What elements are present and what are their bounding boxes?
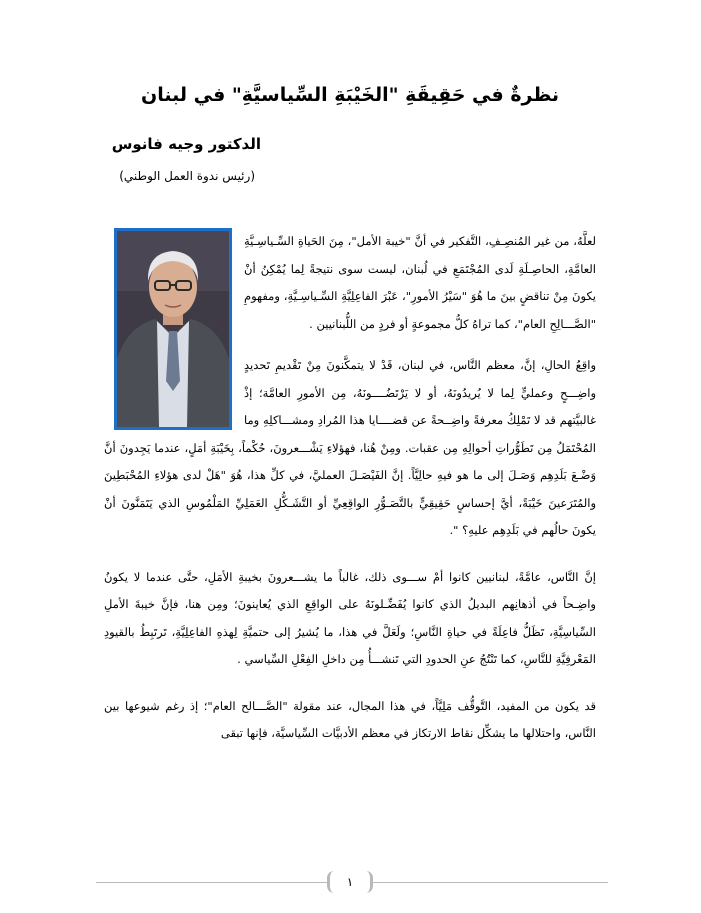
paragraph-4: قد يكون من المفيد، التَّوقُّف مَلِيَّاً، في هذا المجال، عند مقولة "الصَّـــالح العام"؛ إذ رغم شيوعها بين النَّاس، واحتلالها ما يشكِّل نقاط الارتكاز في معظم الأدبيَّات السِّياسيَّة، فإنها تبقى (104, 698, 596, 740)
article-body (104, 228, 596, 762)
paragraph-1: لعلَّهُ، من غير المُنصِـفِ، التَّفكير في أنَّ "خيبة الأمل"، مِنَ الحَياةِ السِّـياسِـيَّةِ العامَّةِ، الحاصِـلَةِ لَدى المُجْتَمَعِ في لُبنان، ليست سوى نتيجةً لِما يُمْكِنُ أنْ يكونَ مِنْ تناقضٍ بينَ ما هُوَ "سَيْرُ الأمورِ"، عَبْرَ الفاعِلِيَّةِ السِّـياسِـيَّةِ، ومفهومِ "الصَّـــالِحِ العام"، كما تراهُ كلُّ مجموعةٍ أو فردٍ من اللُّبنانيين . (244, 234, 596, 331)
paragraph-2: واقِعُ الحالِ، إنَّ، معظم النَّاس، في لبنان، قَدْ لا يتمكَّنونَ مِنْ تَقْديمِ تَحديدٍ واضِـــحٍ وعمليٍّ لِما لا يُريدُونَهُ، أو لا يَرْتَضُــــونَهُ، مِن الأمورِ العامَّة؛ إذْ غالبيَّتهم قد لا تَمْلِكُ معرفةً واضِــحةً عن قضــــايا هذا المُرادِ ومشـــاكلِهِ وما المُحْتَمَلُ مِن تَطَوُّراتِ أحوالِهِ مِن عقبات. ومِنْ هُنا، فهؤلاءِ يَشْـــعرونَ، حُكْماً، بِخَيْبَةِ أمَلٍ، عندما يَجِدونَ أنَّ وَضْـعَ بَلَدِهِم وَصَـلَ إلى ما هو فيهِ حالِيَّاً. إنَّ الفَيْصَـلَ العمليَّ، في كلِّ هذا، هُوَ "هَلْ لدى هؤلاءِ المُحْبَطِينَ والمُتَرَعينَ خَيْبَةً، أيَّ إحساسٍ حَقِيقِيٍّ بالتَّصَـوُّرِ الواقِعِيِّ أو التَّشَـكُّلِ العَمَلِيِّ المَلْمُوسِ الذي يَتَمَنَّونَ أنْ يكونَ حالُهم في بَلَدِهِم عليهِ؟ ". (104, 358, 596, 537)
author-affiliation: (رئيس ندوة العمل الوطني) (119, 169, 255, 183)
author-name: الدكتور وجيه فانوس (111, 135, 261, 153)
article-title: نظرةٌ في حَقِيقَةِ "الخَيْبَةِ السِّياسيَّةِ" في لبنان (140, 84, 560, 106)
page-number: ١ (327, 871, 373, 893)
paragraph-3: إنَّ النَّاس، عامَّةً، لبنانيين كانوا أمْ ســـوى ذلك، غالباً ما يشـــعرونَ بخيبةِ الأمَلِ، حتَّى عندما لا يكونُ واضِـحاً في أذهانِهم البديلُ الذي كانوا يُفَضِّـلونَهُ على الواقِعِ الذي يُعاينونَ؛ ومِن هنا، فإنَّ خيبةَ الأملِ السِّياسِيَّةِ، تَظَلُّ فاعِلَةً في حياةِ النَّاسِ؛ ولَعَلَّ في هذا، ما يُشيرُ إلى حتميَّةِ لِهذهِ الفاعِلِيَّةِ، تَرتَبِطُ بالقيودِ المَعْرفِيَّةِ للنَّاسِ، كما تَنْتُجُ عنِ الحدودِ التي تَنشـــأُ مِن داخلِ الفِعْلِ السِّياسي . (104, 569, 596, 666)
portrait-wrap-space (104, 228, 244, 434)
